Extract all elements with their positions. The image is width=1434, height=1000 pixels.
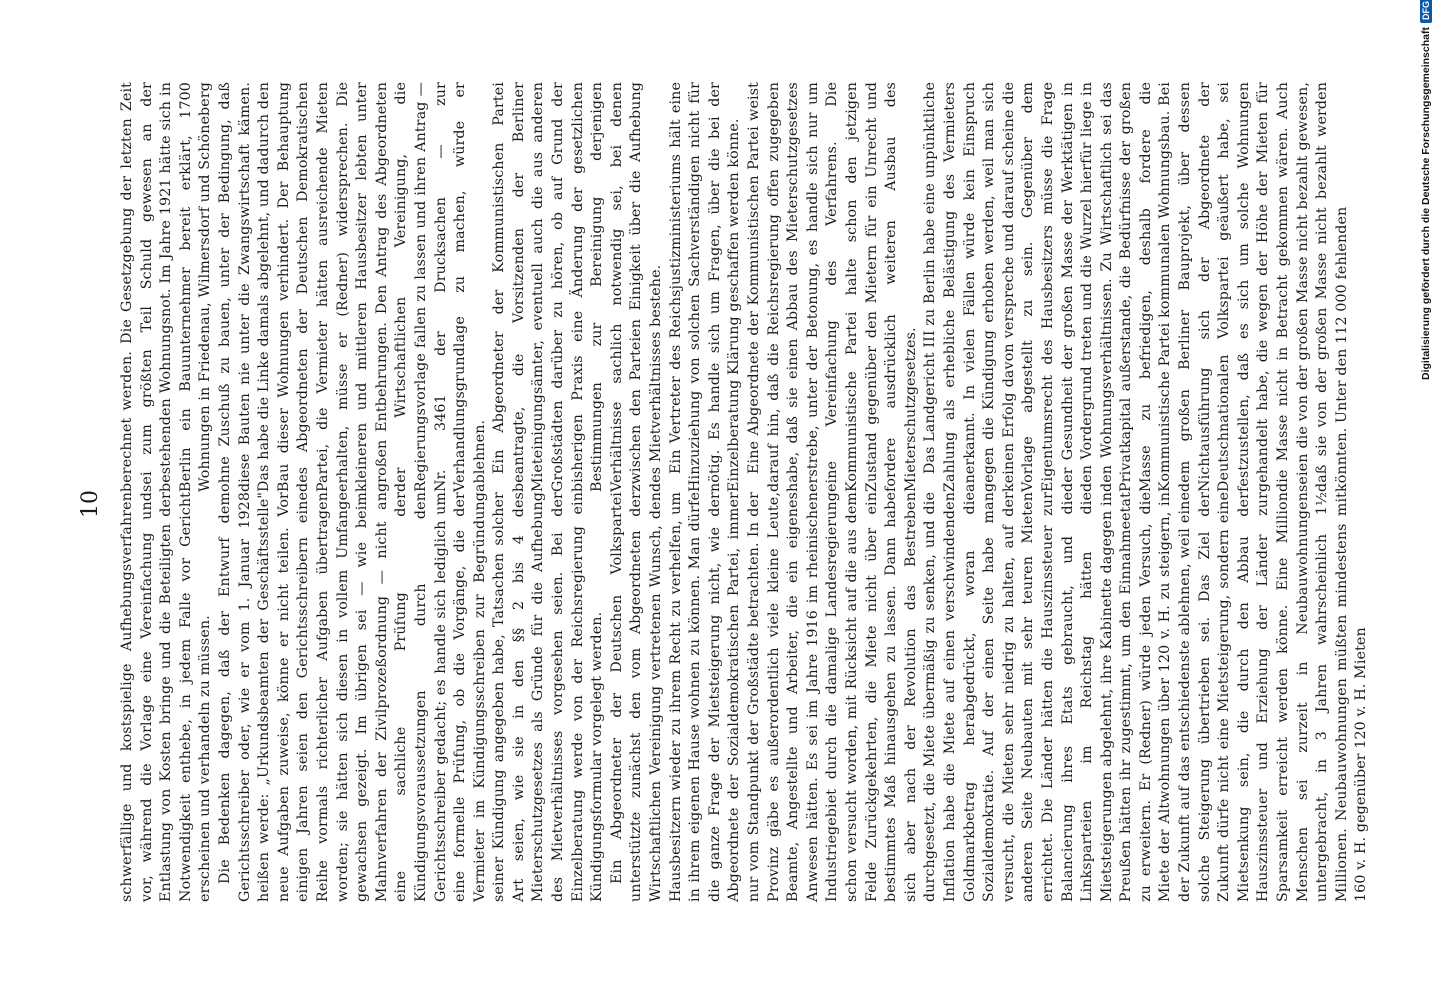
right-paragraph-1: berechnet werden. Die Gesetzgebung der letzten Zeit sei zum größten Teil Schuld gewesen an der bestehenden Wohnungsnot. Im Jahre 1921 hätte sich in Berlin ein Bauunternehmer bereit erklärt, 1700 Wohnungen in Friedenau, Wilmersdorf und Schöneberg ohne Zuschuß zu bauen, unter der Bedingung, daß diese Bauten nie unter die Zwangswirtschaft kämen. Das habe die Linke damals abgelehnt, und dadurch den Bau dieser Wohnungen verhindert. Der Behauptung des Abgeordneten der Deutschen Demokratischen Partei, die Vermieter hätten ausreichende Mieten erhalten, müsse er (Redner) widersprechen. Die kleineren und mittleren Hausbesitzer lebten unter großen Entbehrungen. Den Antrag des Abgeordneten der Wirtschaftlichen Vereinigung, die Regierungsvorlage fallen zu lassen und ihren Antrag — Nr. 3461 der Drucksachen — zur Verhandlungsgrundlage zu machen, würde er ablehnen. [119,82,488,492]
left-column [118,492,1372,902]
left-paragraph-2: Die Bedenken dagegen, daß der Entwurf dem Gerichtsschreiber oder, wie er vom 1. Januar 1928 heißen werde: „Urkundsbeamten der Geschäftsstelle" neue Aufgaben zuweise, könne er nicht teilen. Vor einigen Jahren seien den Gerichtsschreibern eine Reihe vormals richterlicher Aufgaben übertragen worden; sie hätten sich diesen in vollem Umfange gewachsen gezeigt. Im übrigen sei — wie beim Mahnverfahren der Zivilprozeßordnung — nicht an eine sachliche Prüfung der Kündigungsvoraussetzungen durch den Gerichtsschreiber gedacht; es handle sich lediglich um eine formelle Prüfung, ob die Vorgänge, die der Vermieter im Kündigungsschreiben zur Begründung seiner Kündigung angegeben habe, Tatsachen solcher Art seien, wie sie in den §§ 2 bis 4 des Mieterschutzgesetzes als Gründe für die Aufhebung des Mietverhältnisses vorgesehen seien. Bei der Einzelberatung werde von der Reichsregierung ein Kündigungsformular vorgelegt werden. [216,492,606,902]
right-paragraph-5: Das Landgericht III zu Berlin habe eine unpünktliche Zahlung als erhebliche Belästigung des Vermieters anerkannt. In vielen Fällen würde kein Einspruch gegen die Kündigung erhoben werden, weil man sich keinen Erfolg davon verspreche und darauf scheine die Vorlage abgestellt zu sein. Gegenüber dem Eigentumsrecht des Hausbesitzers müsse die Frage der Gesundheit der großen Masse der Werktätigen in den Vordergrund treten und die Wurzel hierfür liege in den Wohnungsverhältnissen. Zu Wirtschaftlich sei das Privatkapital außerstande, die Bedürfnisse der großen Masse zu befriedigen, deshalb fordere die Kommunistische Partei kommunalen Wohnungsbau. Bei dem großen Berliner Bauprojekt, über dessen Nichtausführung sich der Abgeordnete der Deutschnationalen Volkspartei geäußert habe, sei festzustellen, daß es sich um solche Wohnungen gehandelt habe, die wegen der Höhe der Mieten für die Masse nicht in Betracht gekommen wären. Auch seien die von der großen Masse nicht bezahlt gewesen, daß sie von der großen Masse nicht bezahlt werden könnten. Unter den 112 000 fehlenden [922,82,1350,492]
left-paragraph-1: schwerfällige und kostspielige Aufhebungsverfahren vor, während die Vorlage eine Vereinfachung und Entlastung von Kosten bringe und die Beteiligten der Notwendigkeit enthebe, in jedem Falle vor Gericht erscheinen und verhandeln zu müssen. [119,492,214,902]
left-paragraph-3: Ein Abgeordneter der Deutschen Volkspartei unterstützte zunächst den vom Abgeordneten der Wirtschaftlichen Vereinigung vertretenen Wunsch, den Hausbesitzern wieder zu ihrem Recht zu verhelfen, um in ihrem eigenen Hause wohnen zu können. Man dürfe die ganze Frage der Mietsteigerung nicht, wie der Abgeordnete der Sozialdemokratischen Partei, immer nur vom Standpunkt der Großstädte betrachten. In der Provinz gäbe es außerordentlich viele kleine Leute, Beamte, Angestellte und Arbeiter, die ein eigenes Anwesen hätten. Es sei im Jahre 1916 im rheinischen Industriegebiet durch die damalige Landesregierung schon versucht worden, mit Rücksicht auf die aus dem Felde Zurückgekehrten, die Miete nicht über ein bestimmtes Maß hinausgehen zu lassen. Dann habe sich aber nach der Revolution das Bestreben durchgesetzt, die Miete übermäßig zu senken, und die Inflation habe die Miete auf einen verschwindenden Goldmarkbetrag herabgedrückt, woran die Sozialdemokratie. Auf der einen Seite habe man versucht, die Mieten sehr niedrig zu halten, auf der anderen Seite Neubauten mit sehr teuren Mieten errichtet. Die Länder hätten die Hauszinssteuer zur Balancierung ihres Etats gebraucht, und die Linksparteien im Reichstag hätten die Mietsteigerungen abgelehnt, ihre Kabinette dagegen in Preußen hätten ihr zugestimmt, um den Einnahmeetat zu erweitern. Er (Redner) würde jeden Versuch, die Miete der Altwohnungen über 120 v. H. zu steigern, in der Zukunft auf das entschiedenste ablehnen, weil eine solche Steigerung übertrieben sei. Das Ziel der Zukunft dürfe nicht eine Mietsteigerung, sondern eine Mietsenkung sein, die durch den Abbau der Hauszinssteuer und Erziehung der Länder zur Sparsamkeit erreicht werden könne. Eine Million Menschen sei zurzeit in Neubauwohnungen untergebracht, in 3 Jahren wahrscheinlich 1½ Millionen. Neubauwohnungen müßten mindestens mit 160 v. H. gegenüber 120 v. H. Mieten [608,492,1370,902]
right-paragraph-2: Ein Abgeordneter der Kommunistischen Partei beantragte, die Vorsitzenden der Berliner Mieteinigungsämter, eventuell auch die aus anderen Großstädten darüber zu hören, ob auf Grund der bisherigen Praxis eine Änderung der gesetzlichen Bestimmungen zur Bereinigung derjenigen Verhältnisse sachlich notwendig sei, bei denen zwischen den Parteien Einigkeit über die Aufhebung des Mietverhältnisses bestehe. [491,82,665,492]
right-paragraph-4: Eine Abgeordnete der Kommunistischen Partei weist darauf hin, daß die Reichsregierung offen zugegeben habe, daß sie einen Abbau des Mieterschutzgesetzes erstrebe, unter der Betonung, es handle sich nur um eine Vereinfachung des Verfahrens. Die Kommunistische Partei halte schon den jetzigen Zustand gegenüber den Mietern für ein Unrecht und fordere ausdrücklich weiteren Ausbau des Mieterschutzgesetzes. [746,82,919,492]
dfg-logo: DFG [1420,0,1432,23]
right-paragraph-3: Ein Vertreter des Reichsjustizministeriums hält eine Hinzuziehung von solchen Sachverständigen nicht für nötig. Es handle sich um Fragen, über die bei der Einzelberatung Klärung geschaffen werden könne. [667,82,743,492]
digitization-note [1420,0,1432,380]
right-column [118,82,1352,492]
digitization-text: Digitalisierung gefördert durch die Deutsche Forschungsgemeinschaft [1420,27,1432,380]
page-number: 10 [78,490,103,518]
